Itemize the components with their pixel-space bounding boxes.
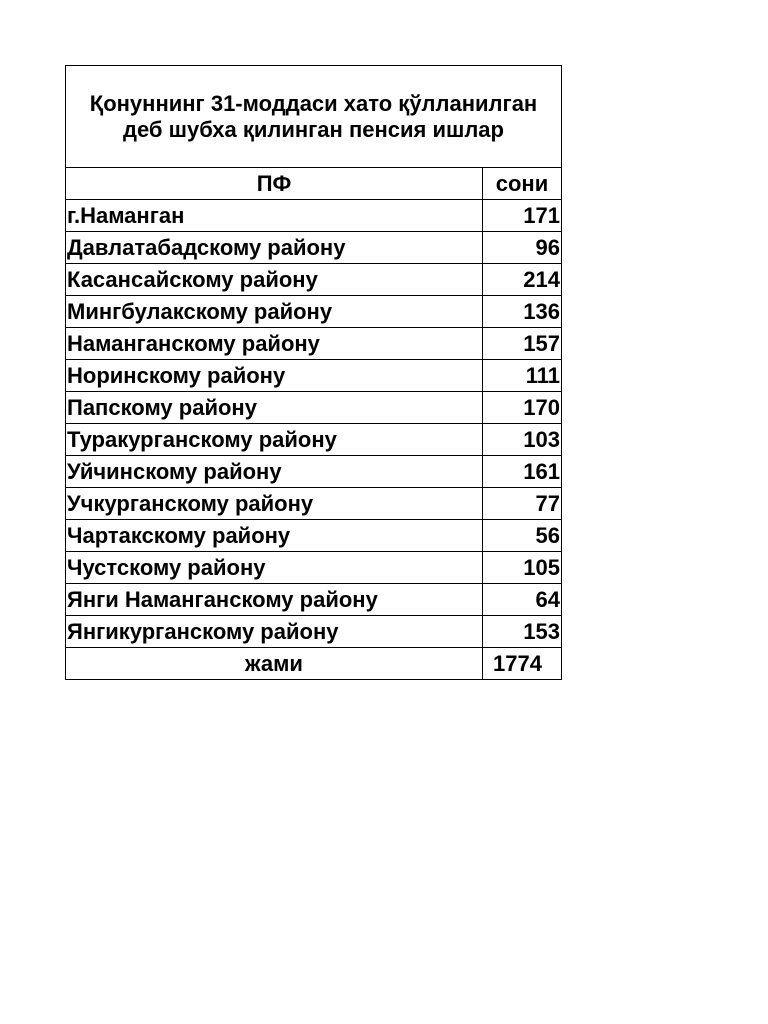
- case-count: 157: [483, 328, 562, 360]
- table-row: [66, 328, 562, 360]
- total-label: жами: [66, 648, 483, 680]
- district-name: Чустскому району: [66, 552, 483, 584]
- district-name: Учкурганскому району: [66, 488, 483, 520]
- table-row: [66, 520, 562, 552]
- district-name: Чартакскому району: [66, 520, 483, 552]
- column-header-count: сони: [483, 168, 562, 200]
- case-count: 171: [483, 200, 562, 232]
- district-name: Туракурганскому району: [66, 424, 483, 456]
- case-count: 170: [483, 392, 562, 424]
- table-row: [66, 360, 562, 392]
- case-count: 161: [483, 456, 562, 488]
- case-count: 214: [483, 264, 562, 296]
- district-name: г.Наманган: [66, 200, 483, 232]
- table-row: [66, 200, 562, 232]
- case-count: 111: [483, 360, 562, 392]
- table-row: [66, 488, 562, 520]
- district-name: Янги Наманганскому району: [66, 584, 483, 616]
- table-row: [66, 232, 562, 264]
- case-count: 77: [483, 488, 562, 520]
- case-count: 136: [483, 296, 562, 328]
- district-name: Уйчинскому району: [66, 456, 483, 488]
- table-row: [66, 616, 562, 648]
- total-row: [66, 648, 562, 680]
- title-row: [66, 66, 562, 168]
- table-title: Қонуннинг 31-моддаси хато қўлланилган деб шубха қилинган пенсия ишлар: [66, 66, 562, 168]
- district-name: Норинскому району: [66, 360, 483, 392]
- district-name: Наманганскому району: [66, 328, 483, 360]
- table-row: [66, 552, 562, 584]
- case-count: 96: [483, 232, 562, 264]
- table-row: [66, 456, 562, 488]
- table-row: [66, 392, 562, 424]
- case-count: 103: [483, 424, 562, 456]
- total-value: 1774: [483, 648, 562, 680]
- district-name: Папскому району: [66, 392, 483, 424]
- table-row: [66, 424, 562, 456]
- case-count: 56: [483, 520, 562, 552]
- district-name: Янгикурганскому району: [66, 616, 483, 648]
- header-row: [66, 168, 562, 200]
- table-row: [66, 264, 562, 296]
- case-count: 105: [483, 552, 562, 584]
- district-name: Давлатабадскому району: [66, 232, 483, 264]
- district-name: Касансайскому району: [66, 264, 483, 296]
- district-name: Мингбулакскому району: [66, 296, 483, 328]
- table-row: [66, 296, 562, 328]
- column-header-pf: ПФ: [66, 168, 483, 200]
- pension-cases-table: [65, 65, 562, 680]
- case-count: 64: [483, 584, 562, 616]
- case-count: 153: [483, 616, 562, 648]
- table-row: [66, 584, 562, 616]
